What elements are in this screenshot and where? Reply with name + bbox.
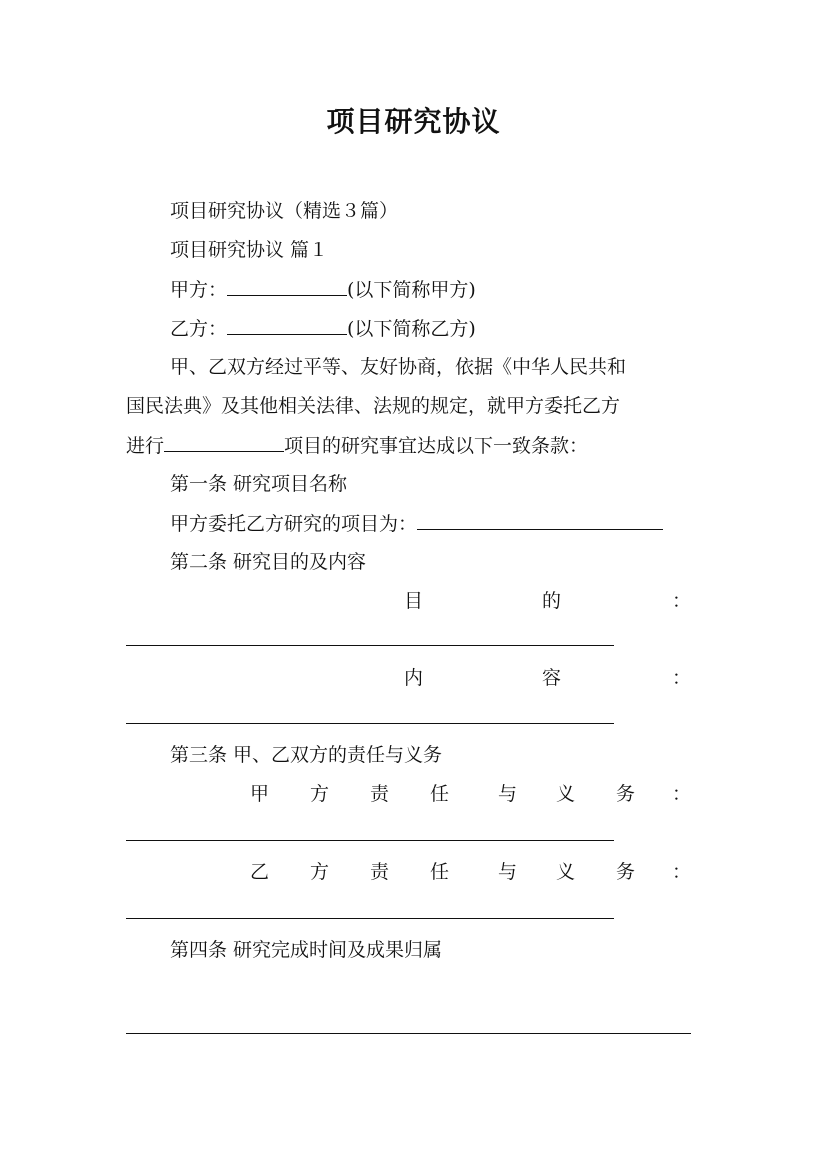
party-a-blank[interactable]: [227, 277, 347, 296]
duty-char: 责: [370, 861, 390, 883]
duty-char: 务: [616, 783, 636, 805]
purpose-char: ：: [672, 590, 692, 612]
party-b-duty-blank[interactable]: [126, 918, 614, 919]
content-char: ：: [672, 667, 692, 689]
duty-char: 任: [430, 861, 450, 883]
party-a-duty-blank[interactable]: [126, 840, 614, 841]
article-4-blank[interactable]: [126, 1033, 691, 1034]
article-1-text: 甲方委托乙方研究的项目为：: [170, 513, 418, 535]
purpose-char: 的: [542, 590, 562, 612]
content-char: 内: [404, 667, 424, 689]
article-4-title: 第四条 研究完成时间及成果归属: [170, 939, 443, 961]
party-b-blank[interactable]: [227, 316, 347, 335]
duty-char: 任: [430, 783, 450, 805]
project-blank[interactable]: [164, 433, 284, 452]
document-title: 项目研究协议: [326, 105, 501, 138]
duty-char: 甲: [250, 783, 270, 805]
duty-char: ：: [672, 783, 692, 805]
party-a-label: 甲方：: [170, 279, 228, 301]
project-name-blank[interactable]: [417, 511, 663, 530]
content-char: 容: [542, 667, 562, 689]
intro-line-2: 国民法典》及其他相关法律、法规的规定，就甲方委托乙方: [126, 395, 621, 417]
article-1-title: 第一条 研究项目名称: [170, 473, 348, 495]
intro-line-1: 甲、乙双方经过平等、友好协商，依据《中华人民共和: [170, 356, 627, 378]
content-blank[interactable]: [126, 723, 614, 724]
duty-char: ：: [672, 861, 692, 883]
duty-char: 方: [310, 861, 330, 883]
party-a-suffix: (以下简称甲方): [347, 279, 476, 301]
intro-line-3: [126, 433, 588, 458]
party-b-line: [170, 316, 476, 341]
purpose-char: 目: [404, 590, 424, 612]
duty-char: 方: [310, 783, 330, 805]
party-b-label: 乙方：: [170, 318, 228, 340]
duty-char: 义: [556, 861, 576, 883]
duty-char: 乙: [250, 861, 270, 883]
section-heading: 项目研究协议 篇１: [170, 239, 329, 261]
duty-char: 务: [616, 861, 636, 883]
subtitle: 项目研究协议（精选３篇）: [170, 200, 399, 222]
article-3-title: 第三条 甲、乙双方的责任与义务: [170, 744, 443, 766]
party-a-line: [170, 277, 476, 302]
party-b-suffix: (以下简称乙方): [347, 318, 476, 340]
duty-char: 责: [370, 783, 390, 805]
duty-char: 义: [556, 783, 576, 805]
article-2-title: 第二条 研究目的及内容: [170, 551, 367, 573]
purpose-blank[interactable]: [126, 645, 614, 646]
duty-char: 与: [498, 783, 518, 805]
intro-line-3-post: 项目的研究事宜达成以下一致条款：: [284, 435, 589, 457]
article-1-body: [170, 511, 663, 536]
intro-line-3-pre: 进行: [126, 435, 165, 457]
duty-char: 与: [498, 861, 518, 883]
